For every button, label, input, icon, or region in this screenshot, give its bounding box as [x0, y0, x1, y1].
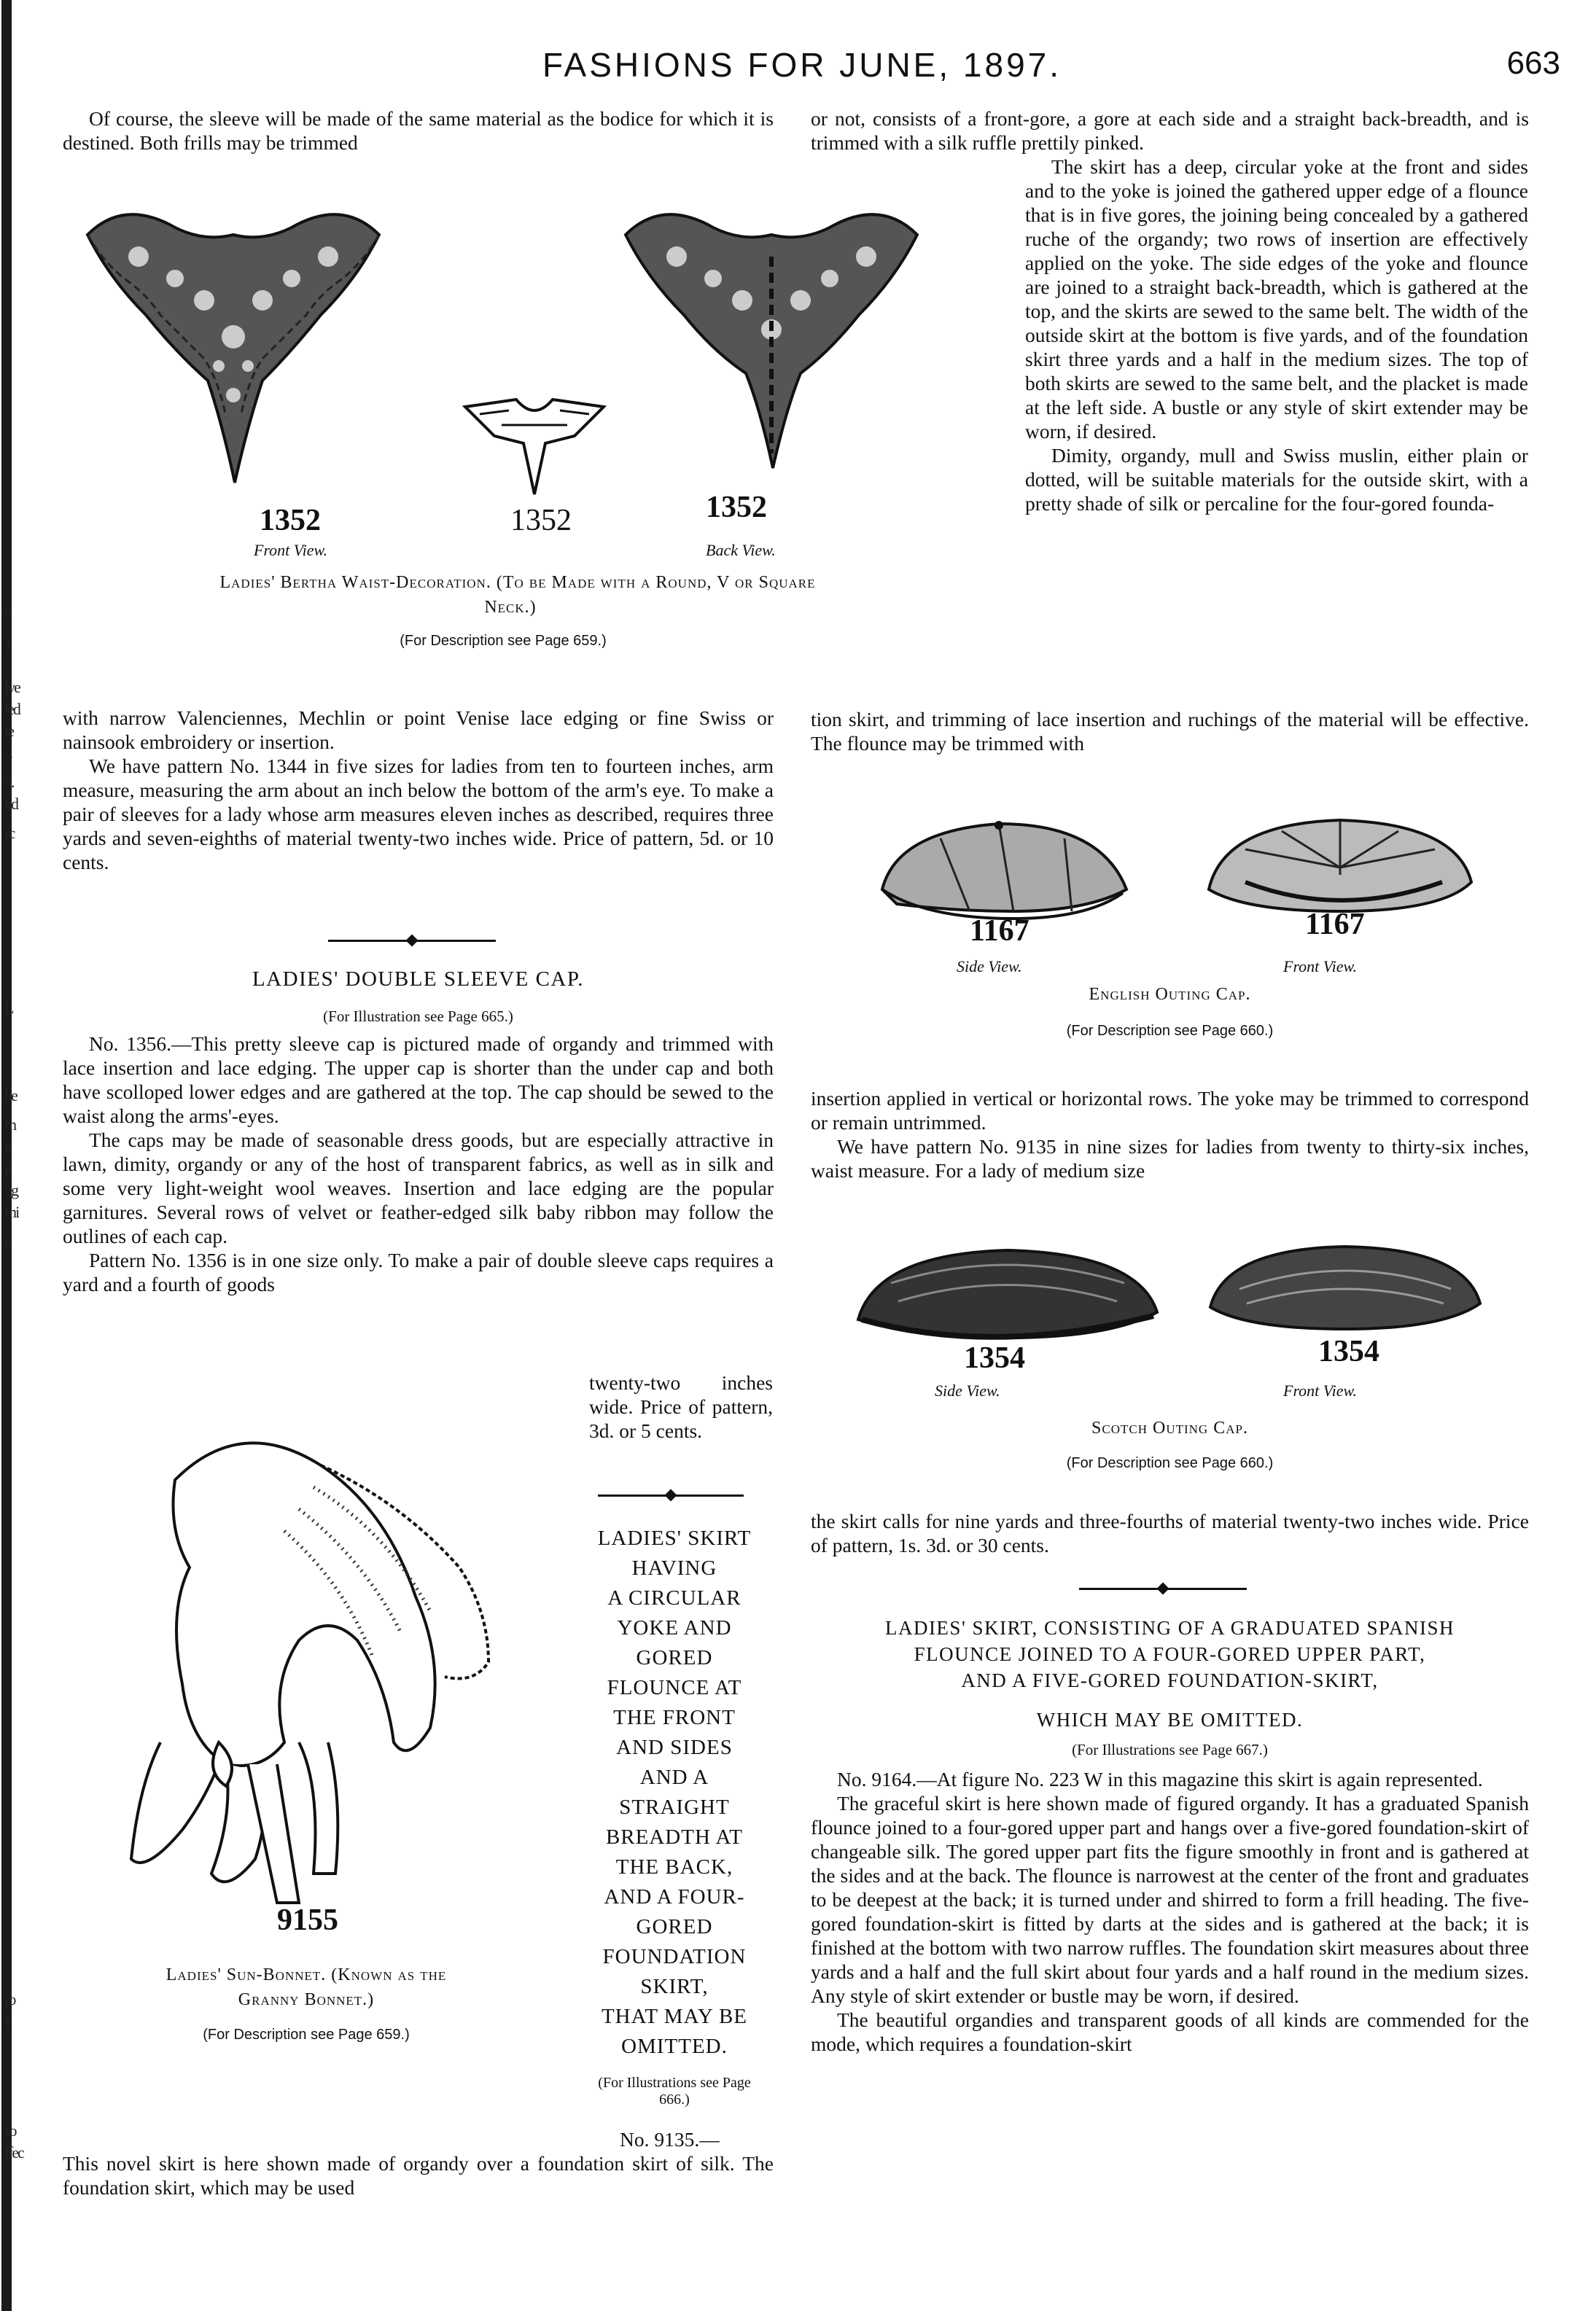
bertha-description-ref: (For Description see Page 659.): [400, 633, 607, 649]
sleeve-cap-text: No. 1356.—This pretty sleeve cap is pictured made of organdy and trimmed with lace insertion and lace edging. The upper cap is shorter than the under cap and both have scolloped lower edges and are gathered at the top. The cap should be sewed to the waist along the arms'-eyes. The caps may be made of seasonable dress goods, but are especially attractive in lawn, dimity, organdy or any of the host of transparent fabrics, as well as in silk and some very light-weight wool weaves. Insertion and lace edging are the popular garnitures. Several rows of velvet or feather-edged silk baby ribbon may follow the outlines of each cap. Pattern No. 1356 is in one size only. To make a pair of double sleeve caps requires a yard and a fourth of goods: [63, 1032, 774, 1295]
spanish-text: No. 9164.—At figure No. 223 W in this magazine this skirt is again represented. The graceful skirt is here shown made of figured organdy. It has a graduated Spanish flounce joined to a four-gored upper part and hangs over a five-gored foundation-skirt of changeable silk. The gored upper part fits the figure smoothly in front and is gathered at the sides and at the back. The flounce is narrowest at the center of the front and graduates to be deepest at the back; it is turned under and shirred to form a frill heading. The five-gored foundation-skirt is fitted by darts at the sides and is gathered at the back; it is finished at the bottom with two narrow ruffles. The foundation skirt measures about three yards and a half and the full skirt about four yards and a half round in the medium sizes. Any style of skirt extender or bustle may be worn, if desired. The beautiful organdies and transparent goods of all kinds are commended for the mode, which requires a foundation-skirt: [811, 1768, 1529, 2055]
right-top-text: or not, consists of a front-gore, a gore at each side and a straight back-breadth, and is trimmed with a silk ruffle prettily pinked.: [811, 107, 1529, 154]
gutter-fragment: ): [4, 634, 9, 652]
gutter-fragment: r.: [4, 598, 10, 616]
skirt-side-ref: (For Illustrations see Page 666.): [598, 2075, 751, 2108]
scotch-cap-front-number: 1354: [1318, 1335, 1379, 1368]
right-top-narrow-text: The skirt has a deep, circular yoke at the front and sides and to the yoke is joined the gathered upper edge of a flounce that is in five gores, the joining being concealed by a gathered ruche of the organdy; two rows of insertion are effectively applied on the yoke. The side edges of the yoke and flounce are joined to a straight back-breadth, which is gathered at the top, and the skirts are sewed to the same belt. The width of the outside skirt at the bottom is five yards, and of the foundation skirt three yards and a half in the medium sizes. The top of both skirts are sewed to the same belt, and the placket is made at the left side. A bustle or any style of skirt extender may be worn, if desired. Dimity, organdy, mull and Swiss muslin, either plain or dotted, will be suitable materials for the outside skirt, with a pretty shade of silk or percaline for the four-gored founda-: [1025, 155, 1528, 515]
english-cap-caption: English Outing Cap.: [1089, 985, 1251, 1004]
sleeve-cap-ref: (For Illustration see Page 665.): [323, 1008, 513, 1025]
scotch-cap-description-ref: (For Description see Page 660.): [1066, 1455, 1274, 1471]
gutter-fragment: lve: [4, 678, 20, 696]
spanish-heading-line1: LADIES' SKIRT, CONSISTING OF A GRADUATED SPANISH: [884, 1617, 1455, 1639]
spanish-heading-line4: WHICH MAY BE OMITTED.: [1036, 1709, 1304, 1731]
skirt-side-bottom-text: This novel skirt is here shown made of organdy over a foundation skirt of silk. The foundation skirt, which may be used: [63, 2152, 774, 2199]
spanish-heading-line2: FLOUNCE JOINED TO A FOUR-GORED UPPER PART,: [914, 1643, 1426, 1665]
gutter-fragment: n.: [4, 773, 14, 791]
sleeve-cap-heading: LADIES' DOUBLE SLEEVE CAP.: [252, 967, 585, 991]
sun-bonnet-illustration: [80, 1422, 518, 1917]
bertha-back-number: 1352: [706, 491, 767, 524]
left-top-text: Of course, the sleeve will be made of the same material as the bodice for which it is destined. Both frills may be trimmed: [63, 107, 774, 154]
gutter-fragment: m: [4, 1115, 16, 1134]
scotch-cap-side-illustration: [847, 1239, 1168, 1349]
scotch-cap-caption: Scotch Outing Cap.: [1091, 1419, 1248, 1438]
left-mid-text: with narrow Valenciennes, Mechlin or point Venise lace edging or fine Swiss or nainsook embroidery or insertion. We have pattern No. 1344 in five sizes for ladies from ten to fourteen inches, arm measure, measuring the arm about an inch below the bottom of the arm's eye. To make a pair of sleeves for a lady whose arm measures eleven inches as described, requires three yards and seven-eighths of material twenty-two inches wide. Price of pattern, 5d. or 10 cents.: [63, 706, 774, 873]
right-low-text: the skirt calls for nine yards and three-fourths of material twenty-two inches wide. Price of pattern, 1s. 3d. or 30 cents.: [811, 1510, 1529, 1556]
bertha-caption-line2: Neck.): [484, 598, 537, 617]
right-mid-text: insertion applied in vertical or horizontal rows. The yoke may be trimmed to correspond or remain untrimmed. We have pattern No. 9135 in nine sizes for ladies from twenty to thirty-six inches, waist measure. For a lady of medium size: [811, 1087, 1529, 1182]
skirt-side-heading: LADIES' SKIRT HAVING A CIRCULAR YOKE AND GORED FLOUNCE AT THE FRONT AND SIDES AND A STRAIGHT BREADTH AT THE BACK, AND A FOUR- GORED FOUNDATION SKIRT, THAT MAY BE OMITTED.: [597, 1527, 752, 2058]
page-number: 663: [1506, 45, 1560, 81]
gutter-fragment: ): [4, 2012, 9, 2030]
bertha-back-view-label: Back View.: [706, 541, 776, 559]
bertha-front-view-label: Front View.: [254, 541, 328, 559]
english-cap-front-number: 1167: [1305, 908, 1365, 941]
gutter-fragment: L: [4, 999, 13, 1017]
spanish-heading-line3: AND A FIVE-GORED FOUNDATION-SKIRT,: [961, 1669, 1379, 1691]
english-cap-front-view-label: Front View.: [1283, 957, 1358, 975]
gutter-fragment: led: [4, 700, 20, 718]
binding-gutter: [0, 0, 32, 2311]
section-divider: [328, 940, 496, 942]
english-cap-description-ref: (For Description see Page 660.): [1066, 1023, 1274, 1039]
english-cap-side-view-label: Side View.: [957, 957, 1022, 975]
bertha-diagram-illustration: [458, 392, 611, 502]
gutter-fragment: te: [4, 722, 13, 740]
scotch-cap-side-number: 1354: [964, 1341, 1025, 1375]
scotch-cap-side-view-label: Side View.: [935, 1381, 1000, 1400]
gutter-fragment: it: [4, 1137, 11, 1156]
bertha-back-illustration: [618, 191, 924, 483]
right-top-full2-text: tion skirt, and trimming of lace insertion and ruchings of the material will be effective. The flounce may be trimmed with: [811, 708, 1529, 755]
sleeve-cap-text-narrow: twenty-two inches wide. Price of pattern, 3d. or 5 cents.: [589, 1371, 773, 1442]
scotch-cap-front-view-label: Front View.: [1283, 1381, 1358, 1400]
gutter-fragment: so: [4, 2121, 16, 2140]
bertha-front-illustration: [80, 191, 386, 497]
skirt-divider: [598, 1494, 744, 1497]
gutter-fragment: e: [4, 1232, 10, 1250]
gutter-fragment: ug: [4, 1181, 17, 1199]
bonnet-caption-line2: Granny Bonnet.): [238, 1990, 375, 2009]
bonnet-number: 9155: [277, 1903, 338, 1937]
page-title: FASHIONS FOR JUNE, 1897.: [542, 46, 1062, 84]
bonnet-description-ref: (For Description see Page 659.): [203, 2027, 410, 2043]
bertha-diagram-number: 1352: [510, 504, 572, 537]
bertha-front-number: 1352: [260, 504, 321, 537]
scotch-cap-front-illustration: [1203, 1238, 1487, 1340]
gutter-fragment: mi: [4, 1203, 19, 1221]
page-header: [44, 45, 1560, 96]
gutter-fragment: ro: [4, 1990, 15, 2008]
skirt-side-start: No. 9135.—: [620, 2128, 720, 2151]
gutter-fragment: s.: [4, 744, 12, 762]
bonnet-caption-line1: Ladies' Sun-Bonnet. (Known as the: [166, 1965, 447, 1984]
gutter-fragment: rc: [4, 824, 15, 842]
gutter-fragment: he: [4, 1086, 17, 1104]
section-divider-right: [1079, 1588, 1247, 1590]
gutter-fragment: nd: [4, 795, 17, 813]
gutter-fragment: ffec: [4, 2143, 23, 2162]
gutter-fragment: n: [4, 1159, 11, 1177]
bertha-caption-line1: Ladies' Bertha Waist-Decoration. (To be Made with a Round, V or Square: [219, 573, 816, 592]
english-cap-side-number: 1167: [970, 914, 1029, 948]
spanish-ref: (For Illustrations see Page 667.): [1072, 1741, 1268, 1758]
